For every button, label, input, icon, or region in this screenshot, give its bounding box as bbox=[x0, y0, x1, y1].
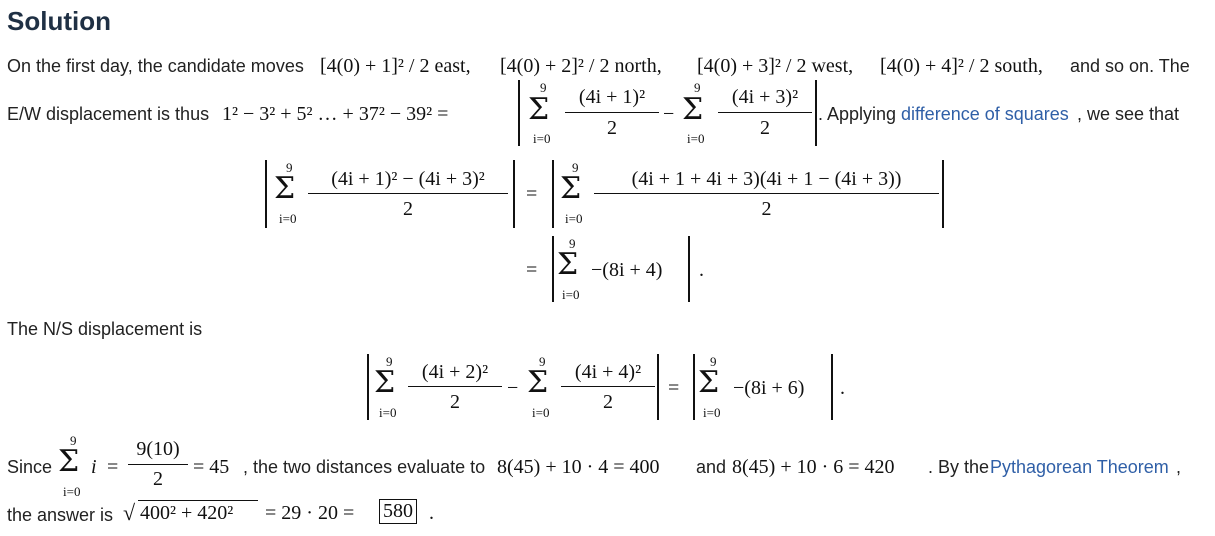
equals-sign: = bbox=[668, 377, 680, 399]
abs-bar-left bbox=[265, 160, 267, 228]
since-text: Since bbox=[7, 457, 53, 477]
sigma-symbol: Σ bbox=[58, 444, 80, 479]
sum-upper-limit: 9 bbox=[286, 160, 293, 175]
fraction-bar bbox=[561, 386, 655, 387]
sum-upper-limit: 9 bbox=[540, 80, 547, 95]
answer-text: the answer is bbox=[7, 505, 114, 525]
fraction-denominator: 2 bbox=[603, 391, 613, 413]
equals-sign: = bbox=[107, 456, 119, 478]
p1-text-1: On the first day, the candidate moves bbox=[7, 56, 304, 76]
sum-lower-limit: i=0 bbox=[279, 211, 297, 226]
fraction-bar bbox=[594, 193, 939, 194]
solution-heading: Solution bbox=[7, 6, 111, 36]
abs-bar-left bbox=[367, 354, 369, 420]
fraction-denominator: 2 bbox=[761, 198, 772, 220]
fraction-bar bbox=[718, 112, 812, 113]
sum-index: i bbox=[91, 456, 97, 478]
since-text-4: . By the bbox=[928, 457, 990, 477]
fraction-numerator: (4i + 3)² bbox=[731, 86, 799, 108]
sigma-symbol: Σ bbox=[528, 92, 550, 127]
radical-sign: √ bbox=[123, 500, 136, 525]
p2-text-2: . Applying bbox=[818, 104, 897, 124]
since-text-5: , bbox=[1176, 457, 1182, 477]
fraction-bar bbox=[565, 112, 659, 113]
fraction-denominator: 2 bbox=[760, 117, 770, 139]
abs-bar-right bbox=[513, 160, 515, 228]
p2-text-3: , we see that bbox=[1077, 104, 1180, 124]
sum-upper-limit: 9 bbox=[70, 433, 77, 448]
distance-420-math: 8(45) + 10 · 6 = 420 bbox=[732, 456, 895, 478]
fraction-numerator: (4i + 4)² bbox=[574, 361, 642, 383]
sigma-symbol: Σ bbox=[560, 171, 582, 206]
since-text-3: and bbox=[696, 457, 727, 477]
period: . bbox=[699, 259, 704, 281]
minus-sign: − bbox=[507, 377, 519, 399]
sum-lower-limit: i=0 bbox=[565, 211, 583, 226]
answer-radicand: 400² + 420² bbox=[140, 502, 234, 524]
sum-upper-limit: 9 bbox=[694, 80, 701, 95]
sum-upper-limit: 9 bbox=[569, 236, 576, 251]
abs-bar-left bbox=[552, 160, 554, 228]
sigma-symbol: Σ bbox=[274, 171, 296, 206]
sigma-symbol: Σ bbox=[527, 365, 549, 400]
sum-lower-limit: i=0 bbox=[379, 405, 397, 420]
sum-lower-limit: i=0 bbox=[532, 405, 550, 420]
abs-bar-right bbox=[831, 354, 833, 420]
sum-upper-limit: 9 bbox=[572, 160, 579, 175]
answer-product: = 29 · 20 = bbox=[265, 502, 355, 524]
minus-sign: − bbox=[663, 103, 675, 125]
fraction-bar bbox=[308, 193, 508, 194]
sum-lower-limit: i=0 bbox=[703, 405, 721, 420]
fraction-denominator: 2 bbox=[153, 468, 163, 490]
p1-math-south: [4(0) + 4]² / 2 south, bbox=[880, 55, 1043, 77]
fraction-bar bbox=[128, 464, 188, 465]
fraction-bar bbox=[408, 386, 502, 387]
sum-term: −(8i + 6) bbox=[733, 377, 805, 399]
p1-math-west: [4(0) + 3]² / 2 west, bbox=[697, 55, 854, 77]
equals-sign: = bbox=[526, 259, 538, 281]
sum-lower-limit: i=0 bbox=[533, 131, 551, 146]
sum-upper-limit: 9 bbox=[710, 354, 717, 369]
p1-math-north: [4(0) + 2]² / 2 north, bbox=[500, 55, 662, 77]
sum-lower-limit: i=0 bbox=[562, 287, 580, 302]
sum-term: −(8i + 4) bbox=[591, 259, 663, 281]
sum-upper-limit: 9 bbox=[539, 354, 546, 369]
abs-bar-left bbox=[693, 354, 695, 420]
p2-text-1: E/W displacement is thus bbox=[7, 104, 210, 124]
p2-math-series: 1² − 3² + 5² … + 37² − 39² = bbox=[222, 103, 449, 125]
fraction-denominator: 2 bbox=[607, 117, 617, 139]
sigma-symbol: Σ bbox=[682, 92, 704, 127]
fraction-denominator: 2 bbox=[450, 391, 460, 413]
distance-400-math: 8(45) + 10 · 4 = 400 bbox=[497, 456, 660, 478]
abs-bar-left bbox=[552, 236, 554, 302]
sigma-symbol: Σ bbox=[698, 365, 720, 400]
equals-sign: = bbox=[526, 183, 538, 205]
abs-bar-right bbox=[657, 354, 659, 420]
pythagorean-theorem-link[interactable]: Pythagorean Theorem bbox=[990, 457, 1169, 477]
fraction-numerator: (4i + 2)² bbox=[421, 361, 489, 383]
fraction-denominator: 2 bbox=[403, 198, 413, 220]
p1-math-east: [4(0) + 1]² / 2 east, bbox=[320, 55, 471, 77]
sum-lower-limit: i=0 bbox=[63, 484, 81, 499]
period: . bbox=[429, 502, 434, 524]
period: . bbox=[840, 377, 845, 399]
sigma-symbol: Σ bbox=[374, 365, 396, 400]
sum-upper-limit: 9 bbox=[386, 354, 393, 369]
fraction-numerator: (4i + 1 + 4i + 3)(4i + 1 − (4i + 3)) bbox=[631, 168, 902, 190]
p1-text-2: and so on. The bbox=[1070, 56, 1190, 76]
boxed-answer: 580 bbox=[379, 499, 417, 524]
since-text-2: , the two distances evaluate to bbox=[243, 457, 486, 477]
since-math-45: = 45 bbox=[193, 456, 230, 478]
difference-of-squares-link[interactable]: difference of squares bbox=[901, 104, 1069, 124]
sigma-symbol: Σ bbox=[557, 247, 579, 282]
fraction-numerator: 9(10) bbox=[136, 438, 180, 460]
fraction-numerator: (4i + 1)² − (4i + 3)² bbox=[331, 168, 485, 190]
ns-displacement-text: The N/S displacement is bbox=[7, 319, 203, 339]
abs-bar-left bbox=[518, 80, 520, 146]
abs-bar-right bbox=[688, 236, 690, 302]
abs-bar-right bbox=[942, 160, 944, 228]
sum-lower-limit: i=0 bbox=[687, 131, 705, 146]
fraction-numerator: (4i + 1)² bbox=[578, 86, 646, 108]
radical-overline bbox=[138, 500, 258, 501]
abs-bar-right bbox=[815, 80, 817, 146]
